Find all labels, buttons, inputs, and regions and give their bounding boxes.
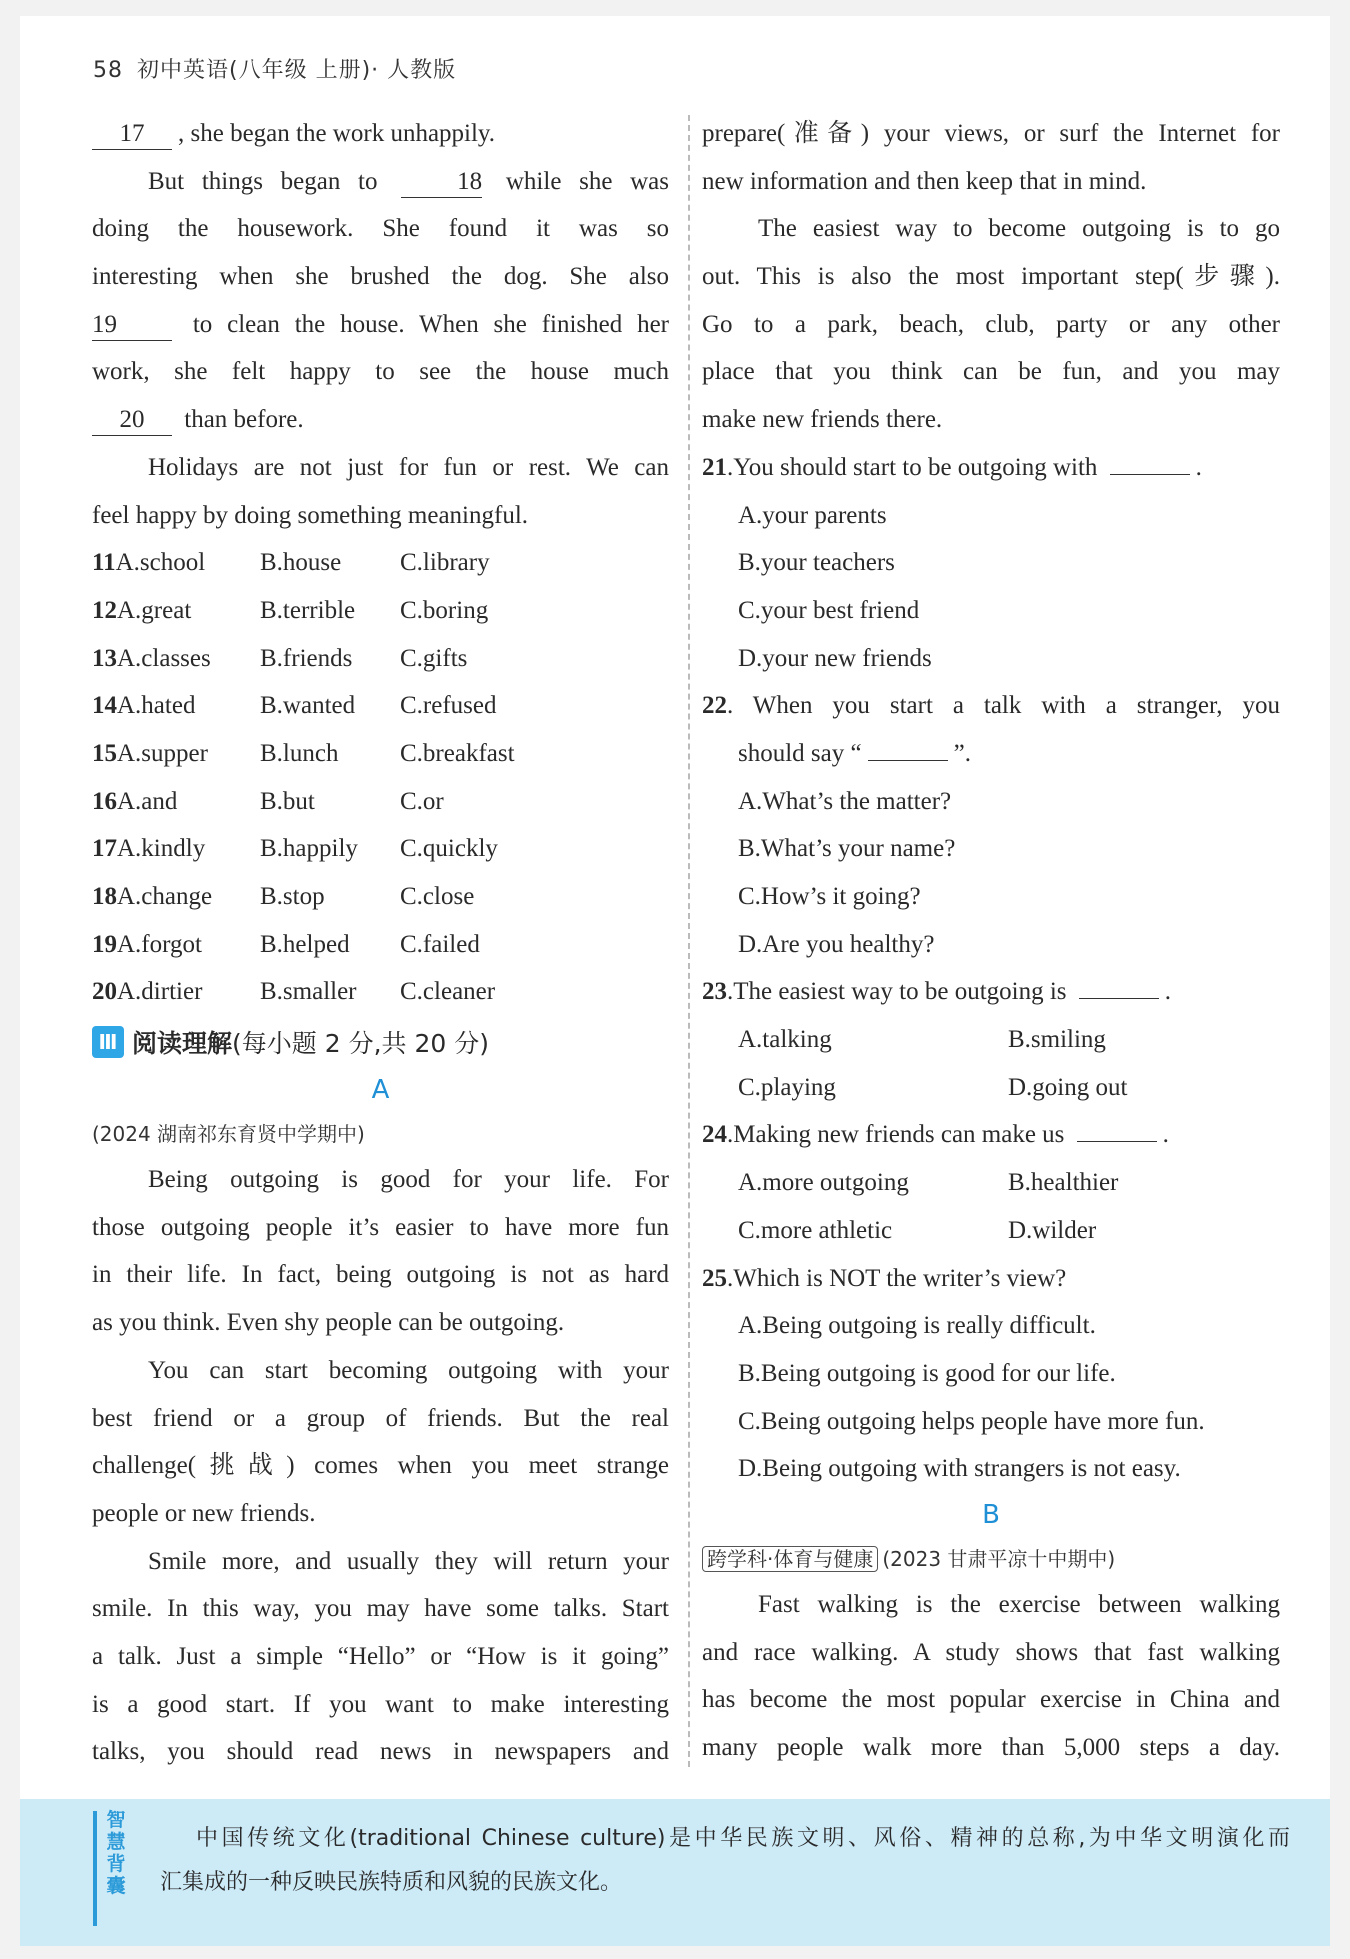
option-row: 13A.classes B.friends C.gifts — [92, 644, 468, 672]
text-line: has become the most popular exercise in China and — [702, 1686, 1280, 1714]
answer-option-row: A.talking B.smiling — [738, 1026, 1106, 1054]
text-line: But things began to 18 while she was — [92, 158, 669, 206]
answer-option: C.How’s it going? — [738, 883, 921, 910]
answer-blank: 20 — [92, 405, 172, 436]
passage-letter-a: A — [371, 1075, 390, 1106]
text-line: Being outgoing is good for your life. For — [148, 1166, 669, 1194]
text-line: talks, you should read news in newspapers and — [92, 1738, 669, 1766]
option-row: 14A.hated B.wanted C.refused — [92, 692, 497, 720]
page-header — [93, 53, 456, 84]
section-note: (每小题 2 分,共 20 分) — [232, 1029, 489, 1059]
text-line: The easiest way to become outgoing is to go — [758, 215, 1280, 243]
passage-source: 跨学科·体育与健康 (2023 甘肃平凉十中期中) — [702, 1537, 1280, 1581]
question-23 — [702, 968, 1280, 1111]
tip-accent-bar — [93, 1811, 97, 1926]
answer-option: D.Are you healthy? — [738, 930, 935, 958]
text-line: smile. In this way, you may have some talks. Start — [92, 1595, 669, 1623]
option-row: 15A.supper B.lunch C.breakfast — [92, 739, 515, 767]
text-line: Smile more, and usually they will return your — [148, 1547, 669, 1575]
option-row: 19A.forgot B.helped C.failed — [92, 930, 480, 958]
question-stem: 23.The easiest way to be outgoing is . — [702, 978, 1172, 1006]
answer-option: A.your parents — [738, 501, 887, 529]
subject-tag: 跨学科·体育与健康 — [702, 1546, 878, 1572]
answer-blank — [1077, 1141, 1157, 1142]
passage-source: (2024 湖南祁东育贤中学期中) — [92, 1122, 365, 1147]
question-25 — [702, 1255, 1280, 1493]
text-line: feel happy by doing something meaningful. — [92, 501, 529, 529]
left-column — [92, 110, 669, 1776]
option-row: 16A.and B.but C.or — [92, 787, 444, 815]
right-column — [702, 110, 1280, 1772]
passage-b — [702, 1581, 1280, 1772]
question-24 — [702, 1111, 1280, 1254]
answer-option: B.Being outgoing is good for our life. — [738, 1359, 1116, 1387]
question-stem: 22. When you start a talk with a stranger, you — [702, 692, 1280, 720]
text-line: doing the housework. She found it was so — [92, 215, 669, 243]
text-line: best friend or a group of friends. But the real — [92, 1404, 669, 1432]
text-line: place that you think can be fun, and you may — [702, 358, 1280, 386]
text-line: 19 to clean the house. When she finished her — [92, 301, 669, 349]
answer-option: C.Being outgoing helps people have more fun. — [738, 1407, 1205, 1435]
question-22 — [702, 682, 1280, 968]
answer-option: D.Being outgoing with strangers is not easy. — [738, 1455, 1181, 1483]
tip-text: 中国传统文化(traditional Chinese culture)是中华民族文明、风俗、精神的总称,为中华文明演化而 汇集成的一种反映民族特质和风貌的民族文化。 — [160, 1826, 1290, 1895]
text-line: in their life. In fact, being outgoing is not as hard — [92, 1261, 669, 1289]
option-row: 12A.great B.terrible C.boring — [92, 596, 489, 624]
text-line: Go to a park, beach, club, party or any other — [702, 310, 1280, 338]
text-line: challenge(挑战) comes when you meet strange — [92, 1452, 669, 1480]
answer-option-row: C.playing D.going out — [738, 1073, 1128, 1101]
answer-blank — [1110, 474, 1190, 475]
question-stem: 21.You should start to be outgoing with . — [702, 453, 1202, 481]
section-heading — [92, 1016, 669, 1068]
answer-option: B.What’s your name? — [738, 835, 956, 863]
text-line: a talk. Just a simple “Hello” or “How is it going” — [92, 1642, 669, 1670]
question-stem: 24.Making new friends can make us . — [702, 1121, 1169, 1149]
answer-option: B.your teachers — [738, 549, 895, 577]
passage-a — [92, 1156, 669, 1776]
text-line: Fast walking is the exercise between walking — [758, 1590, 1280, 1618]
question-21 — [702, 444, 1280, 682]
option-row: 17A.kindly B.happily C.quickly — [92, 835, 498, 863]
answer-option-row: C.more athletic D.wilder — [738, 1216, 1097, 1244]
page-number: 58 — [93, 58, 123, 83]
answer-blank: 19 — [92, 310, 172, 341]
text-line: make new friends there. — [702, 406, 943, 434]
option-row: 11A.school B.house C.library — [92, 549, 490, 577]
answer-option: A.Being outgoing is really difficult. — [738, 1312, 1096, 1340]
answer-blank: 18 — [401, 167, 482, 198]
text-line: You can start becoming outgoing with your — [148, 1356, 669, 1384]
text-line: new information and then keep that in mind. — [702, 167, 1147, 195]
text-line: 17 , she began the work unhappily. — [92, 110, 669, 158]
option-row: 18A.change B.stop C.close — [92, 883, 475, 910]
question-stem-cont: should say “ ”. — [738, 739, 971, 767]
text-line: prepare(准备) your views, or surf the Internet for — [702, 120, 1280, 147]
text-line: Holidays are not just for fun or rest. We can — [148, 453, 669, 481]
column-divider — [688, 115, 690, 1767]
answer-option-row: A.more outgoing B.healthier — [738, 1169, 1119, 1197]
option-row: 20A.dirtier B.smaller C.cleaner — [92, 978, 496, 1006]
answer-blank: 17 — [92, 119, 172, 150]
text-line: 20 than before. — [92, 396, 669, 444]
book-title: 初中英语(八年级 上册)· 人教版 — [137, 58, 457, 83]
cloze-options — [92, 539, 669, 1016]
answer-blank — [868, 760, 948, 761]
passage-letter-b: B — [982, 1499, 1000, 1530]
text-line: out. This is also the most important step(步骤). — [702, 263, 1280, 291]
text-line: interesting when she brushed the dog. She also — [92, 263, 669, 291]
text-line: as you think. Even shy people can be outgoing. — [92, 1309, 565, 1337]
question-stem: 25.Which is NOT the writer’s view? — [702, 1264, 1067, 1292]
answer-option: C.your best friend — [738, 596, 920, 624]
section-badge: Ⅲ — [92, 1026, 124, 1058]
answer-option: D.your new friends — [738, 644, 932, 672]
tip-box — [20, 1799, 1330, 1946]
section-title: 阅读理解 — [132, 1029, 233, 1059]
text-line: many people walk more than 5,000 steps a day. — [702, 1734, 1280, 1761]
text-line: people or new friends. — [92, 1499, 316, 1527]
answer-option: A.What’s the matter? — [738, 787, 952, 815]
text-line: those outgoing people it’s easier to have more fun — [92, 1213, 669, 1241]
text-line: and race walking. A study shows that fast walking — [702, 1638, 1280, 1666]
text-line: work, she felt happy to see the house much — [92, 358, 669, 386]
tip-label: 智慧背囊 — [106, 1809, 126, 1897]
answer-blank — [1079, 998, 1159, 999]
text-line: is a good start. If you want to make interesting — [92, 1690, 669, 1718]
